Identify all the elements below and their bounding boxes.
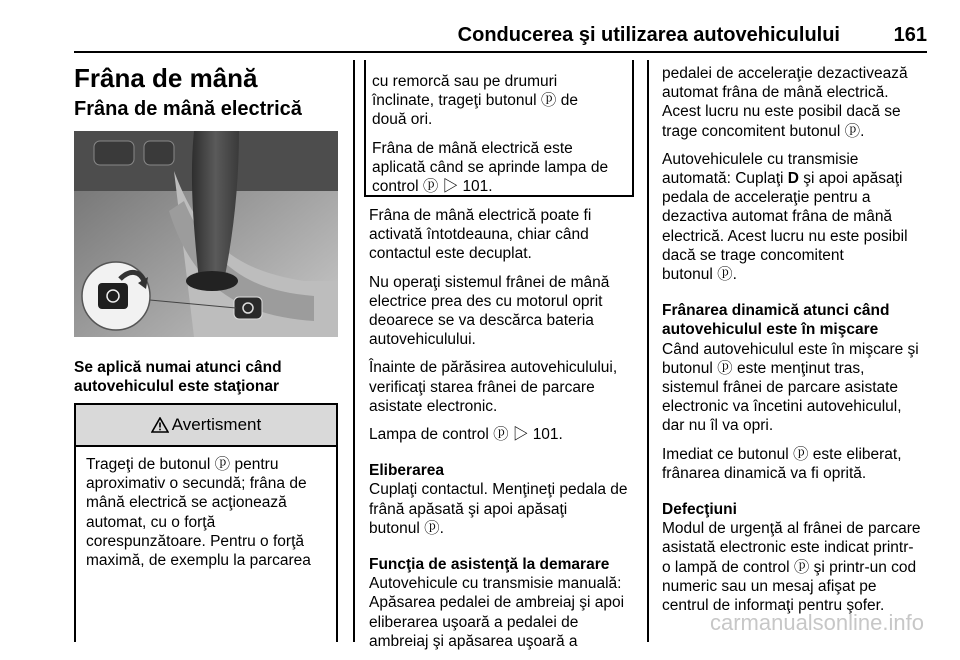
paragraph-release: Cuplaţi contactul. Menţineţi pedala de frână apăsată şi apoi apăsaţi butonul ⓟ. — [369, 481, 628, 537]
caption-line-1: Se aplică numai atunci când — [74, 359, 282, 376]
column-divider-right — [647, 60, 649, 642]
caption-line-2: autovehiculul este staţionar — [74, 378, 279, 396]
note-paragraph-2: Frâna de mână electrică este aplicată când se aprinde lampa de control ⓟ ▷ 101. — [372, 139, 609, 196]
paragraph-battery: Nu operaţi sistemul frânei de mână electrice prea des cu motorul oprit deoarece se va descărca bateria autovehiculului. — [369, 273, 610, 349]
warning-line: mână electrică se acţionează — [86, 494, 287, 512]
paragraph-dynamic-release: Imediat ce butonul ⓟ este eliberat, frânarea dinamică va fi oprită. — [662, 445, 902, 482]
paragraph-control-lamp: Lampa de control ⓟ ▷ 101. — [369, 426, 563, 444]
section-title: Frâna de mână — [74, 63, 258, 93]
dynamic-braking-heading: Frânarea dinamică atunci când autovehiculul este în mişcare — [662, 302, 890, 339]
paragraph-dynamic-braking: Când autovehiculul este în mişcare şi butonul ⓟ este menţinut tras, sistemul frânei de parcare asistate electronic va încetini autovehiculul, dar nu îl va opri. — [662, 340, 919, 435]
warning-continuation-box — [364, 60, 634, 197]
warning-text — [86, 455, 328, 570]
column-divider-left — [353, 60, 355, 642]
note-paragraph-1: cu remorcă sau pe drumuri înclinate, trageţi butonul ⓟ de două ori. — [372, 73, 578, 129]
paragraph-always-active: Frâna de mână electrică poate fi activată întotdeauna, chiar când contactul este decuplat. — [369, 207, 592, 263]
warning-line: aproximativ o secundă; frâna de — [86, 475, 307, 493]
warning-line: Trageţi de butonul ⓟ pentru — [86, 456, 279, 473]
parking-brake-photo — [74, 131, 338, 337]
warning-line: maximă, de exemplu la parcarea — [86, 552, 311, 570]
header-rule — [74, 51, 927, 53]
page-number: 161 — [893, 24, 927, 46]
paragraph-faults: Modul de urgenţă al frânei de parcare asistată electronic este indicat printr- o lampă de control ⓟ şi printr-un cod numeric sau un mesaj afişat pe centrul de informaţi pentru şofer. — [662, 520, 921, 615]
warning-header — [76, 403, 336, 447]
watermark: carmanualsonline.info — [709, 610, 924, 635]
release-heading: Eliberarea — [369, 462, 444, 480]
paragraph-automatic: Autovehiculele cu transmisie automată: Cuplaţi D şi apoi apăsaţi pedala de acceleraţie pentru a dezactiva automat frâna de mână electrică. Acest lucru nu este posibil dacă se trage concomitent butonul ⓟ. — [662, 150, 908, 284]
warning-box — [74, 403, 338, 642]
paragraph-accelerator: pedalei de acceleraţie dezactivează automat frâna de mână electrică. Acest lucru nu este posibil dacă se trage concomitent butonul ⓟ. — [662, 65, 908, 140]
warning-line: corespunzătoare. Pentru o forţă — [86, 532, 304, 550]
assist-heading: Funcţia de asistenţă la demarare — [369, 556, 610, 574]
warning-triangle-icon — [151, 417, 169, 433]
running-header-title: Conducerea şi utilizarea autovehiculului — [457, 24, 840, 46]
warning-label: Avertisment — [171, 415, 262, 434]
faults-heading: Defecţiuni — [662, 501, 737, 519]
paragraph-assist: Autovehicule cu transmisie manuală: Apăsarea pedalei de ambreiaj şi apoi eliberarea uşoară a pedalei de ambreiaj şi apăsarea uşoară a — [369, 575, 625, 650]
section-subtitle: Frâna de mână electrică — [74, 98, 302, 120]
paragraph-before-leaving: Înainte de părăsirea autovehiculului, verificaţi starea frânei de parcare asistate electronic. — [369, 359, 618, 415]
warning-line: automat, cu o forţă — [86, 513, 216, 531]
